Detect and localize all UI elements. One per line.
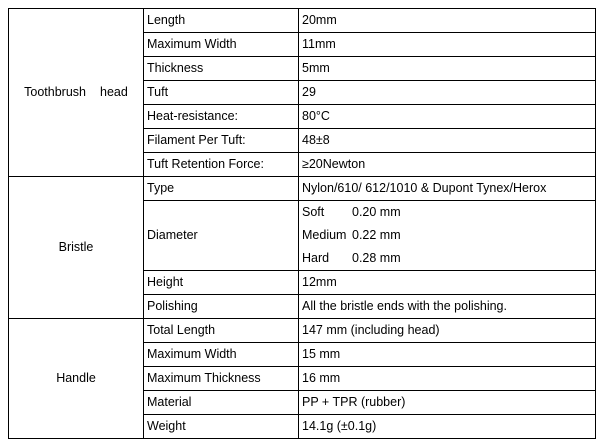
row-value: 14.1g (±0.1g) bbox=[299, 415, 596, 439]
row-label: Height bbox=[144, 271, 299, 295]
diameter-option: Medium 0.22 mm bbox=[302, 228, 401, 242]
row-label: Maximum Width bbox=[144, 33, 299, 57]
row-value: All the bristle ends with the polishing. bbox=[299, 295, 596, 319]
row-value: 48±8 bbox=[299, 129, 596, 153]
row-value: 147 mm (including head) bbox=[299, 319, 596, 343]
row-label: Heat-resistance: bbox=[144, 105, 299, 129]
row-value: PP + TPR (rubber) bbox=[299, 391, 596, 415]
row-label: Diameter bbox=[144, 201, 299, 271]
row-label: Total Length bbox=[144, 319, 299, 343]
diameter-option: Hard 0.28 mm bbox=[302, 251, 401, 265]
row-value: 11mm bbox=[299, 33, 596, 57]
row-label: Thickness bbox=[144, 57, 299, 81]
row-value: 29 bbox=[299, 81, 596, 105]
table-row bbox=[9, 9, 596, 33]
row-label: Filament Per Tuft: bbox=[144, 129, 299, 153]
row-label: Weight bbox=[144, 415, 299, 439]
table-row bbox=[9, 177, 596, 201]
spec-table bbox=[8, 8, 596, 439]
row-value: 20mm bbox=[299, 9, 596, 33]
diameter-options bbox=[299, 201, 596, 271]
row-label: Polishing bbox=[144, 295, 299, 319]
row-value: 5mm bbox=[299, 57, 596, 81]
group-bristle: Bristle bbox=[9, 177, 144, 319]
row-label: Length bbox=[144, 9, 299, 33]
group-toothbrush-head: Toothbrush head bbox=[9, 9, 144, 177]
row-label: Maximum Width bbox=[144, 343, 299, 367]
group-handle: Handle bbox=[9, 319, 144, 439]
row-value: 15 mm bbox=[299, 343, 596, 367]
row-value: ≥20Newton bbox=[299, 153, 596, 177]
row-label: Type bbox=[144, 177, 299, 201]
row-value: 12mm bbox=[299, 271, 596, 295]
row-label: Tuft Retention Force: bbox=[144, 153, 299, 177]
row-value: Nylon/610/ 612/1010 & Dupont Tynex/Herox bbox=[299, 177, 596, 201]
table-row bbox=[9, 319, 596, 343]
row-label: Material bbox=[144, 391, 299, 415]
row-value: 80°C bbox=[299, 105, 596, 129]
row-value: 16 mm bbox=[299, 367, 596, 391]
row-label: Maximum Thickness bbox=[144, 367, 299, 391]
row-label: Tuft bbox=[144, 81, 299, 105]
diameter-option: Soft 0.20 mm bbox=[302, 205, 401, 219]
